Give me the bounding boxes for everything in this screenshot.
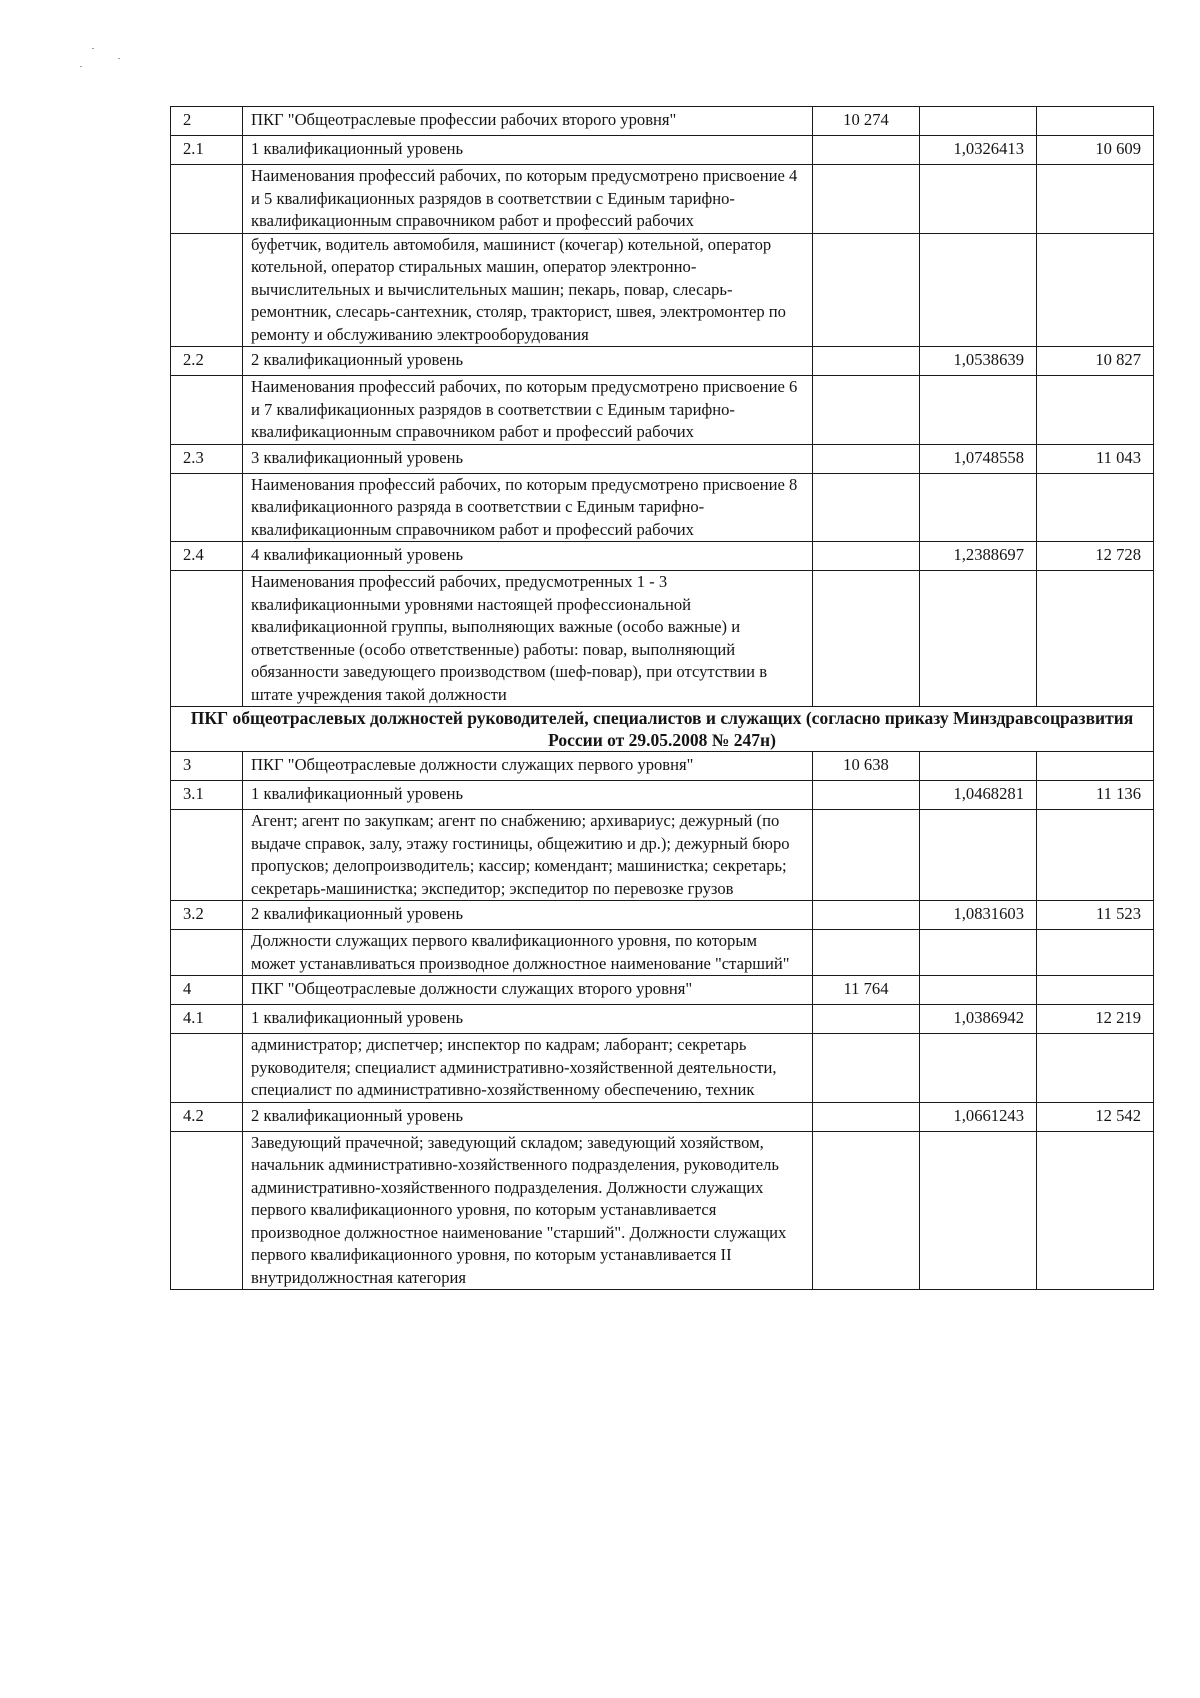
level-row [171, 542, 1154, 571]
description-row [171, 233, 1154, 347]
coefficient: 1,0831603 [920, 901, 1037, 930]
coefficient [920, 810, 1037, 901]
salary-value [1037, 376, 1154, 445]
salary-value [1037, 1131, 1154, 1290]
coefficient [920, 165, 1037, 234]
row-number [171, 473, 243, 542]
coefficient [920, 571, 1037, 707]
row-name: 3 квалификационный уровень [243, 444, 813, 473]
salary-value [1037, 930, 1154, 976]
row-number [171, 1131, 243, 1290]
row-name: 2 квалификационный уровень [243, 1102, 813, 1131]
row-number: 2.2 [171, 347, 243, 376]
base-salary [813, 1131, 920, 1290]
description-row [171, 473, 1154, 542]
salary-value [1037, 1034, 1154, 1103]
row-name: Заведующий прачечной; заведующий складом; заведующий хозяйством, начальник административно-хозяйственного подразделения, руководитель административно-хозяйственного подразделения. Должности служащих первого квалификационного уровня, по которым устанавливается производное должностное наименование "старший". Должности служащих первого квалификационного уровня, по которым устанавливается II внутридолжностная категория [243, 1131, 813, 1290]
salary-value: 10 827 [1037, 347, 1154, 376]
row-name: Агент; агент по закупкам; агент по снабжению; архивариус; дежурный (по выдаче справок, залу, этажу гостиницы, общежитию и др.); дежурный бюро пропусков; делопроизводитель; кассир; комендант; машинистка; секретарь; секретарь-машинистка; экспедитор; экспедитор по перевозке грузов [243, 810, 813, 901]
row-number: 4.2 [171, 1102, 243, 1131]
base-salary [813, 347, 920, 376]
row-number: 3.2 [171, 901, 243, 930]
coefficient [920, 930, 1037, 976]
description-row [171, 376, 1154, 445]
description-row [171, 571, 1154, 707]
row-name: Наименования профессий рабочих, по которым предусмотрено присвоение 6 и 7 квалификационных разрядов в соответствии с Единым тарифно-квалификационным справочником работ и профессий рабочих [243, 376, 813, 445]
row-name: ПКГ "Общеотраслевые профессии рабочих второго уровня" [243, 107, 813, 136]
base-salary: 10 274 [813, 107, 920, 136]
base-salary: 10 638 [813, 752, 920, 781]
salary-value: 12 728 [1037, 542, 1154, 571]
row-name: Должности служащих первого квалификационного уровня, по которым может устанавливаться производное должностное наименование "старший" [243, 930, 813, 976]
row-number: 3 [171, 752, 243, 781]
row-name: ПКГ "Общеотраслевые должности служащих второго уровня" [243, 976, 813, 1005]
salary-value: 12 542 [1037, 1102, 1154, 1131]
salary-value: 12 219 [1037, 1005, 1154, 1034]
salary-value [1037, 752, 1154, 781]
coefficient: 1,0748558 [920, 444, 1037, 473]
salary-value [1037, 810, 1154, 901]
row-name: 4 квалификационный уровень [243, 542, 813, 571]
coefficient [920, 1131, 1037, 1290]
row-number: 2 [171, 107, 243, 136]
coefficient [920, 473, 1037, 542]
base-salary [813, 1034, 920, 1103]
row-number [171, 1034, 243, 1103]
row-name: 1 квалификационный уровень [243, 136, 813, 165]
level-row [171, 901, 1154, 930]
row-number: 2.3 [171, 444, 243, 473]
base-salary [813, 542, 920, 571]
group-row [171, 752, 1154, 781]
scan-speck [118, 58, 120, 59]
row-number: 2.1 [171, 136, 243, 165]
row-number [171, 233, 243, 347]
level-row [171, 347, 1154, 376]
section-title: ПКГ общеотраслевых должностей руководителей, специалистов и служащих (согласно приказу Минздравсоцразвития России от 29.05.2008 № 247н) [171, 707, 1154, 752]
base-salary: 11 764 [813, 976, 920, 1005]
level-row [171, 781, 1154, 810]
base-salary [813, 901, 920, 930]
row-name: 2 квалификационный уровень [243, 347, 813, 376]
row-number [171, 810, 243, 901]
row-name: 1 квалификационный уровень [243, 781, 813, 810]
scan-speck [80, 66, 82, 67]
base-salary [813, 571, 920, 707]
salary-value [1037, 107, 1154, 136]
scan-speck [92, 48, 94, 49]
base-salary [813, 1005, 920, 1034]
row-name: Наименования профессий рабочих, по которым предусмотрено присвоение 8 квалификационного разряда в соответствии с Единым тарифно-квалификационным справочником работ и профессий рабочих [243, 473, 813, 542]
row-name: 2 квалификационный уровень [243, 901, 813, 930]
base-salary [813, 1102, 920, 1131]
row-name: буфетчик, водитель автомобиля, машинист (кочегар) котельной, оператор котельной, оператор стиральных машин, оператор электронно-вычислительных и вычислительных машин; пекарь, повар, слесарь-ремонтник, слесарь-сантехник, столяр, тракторист, швея, электромонтер по ремонту и обслуживанию электрооборудования [243, 233, 813, 347]
salary-value [1037, 165, 1154, 234]
description-row [171, 930, 1154, 976]
salary-value [1037, 473, 1154, 542]
salary-table [170, 106, 1154, 1290]
coefficient [920, 107, 1037, 136]
description-row [171, 1131, 1154, 1290]
salary-value [1037, 233, 1154, 347]
coefficient [920, 976, 1037, 1005]
level-row [171, 1102, 1154, 1131]
row-number: 3.1 [171, 781, 243, 810]
coefficient: 1,0326413 [920, 136, 1037, 165]
description-row [171, 1034, 1154, 1103]
row-name: администратор; диспетчер; инспектор по кадрам; лаборант; секретарь руководителя; специалист административно-хозяйственной деятельности, специалист по административно-хозяйственному обеспечению, техник [243, 1034, 813, 1103]
row-number [171, 376, 243, 445]
salary-value [1037, 571, 1154, 707]
base-salary [813, 781, 920, 810]
coefficient [920, 752, 1037, 781]
coefficient: 1,0538639 [920, 347, 1037, 376]
coefficient [920, 1034, 1037, 1103]
row-name: Наименования профессий рабочих, предусмотренных 1 - 3 квалификационными уровнями настоящей профессиональной квалификационной группы, выполняющих важные (особо важные) и ответственные (особо ответственные) работы: повар, выполняющий обязанности заведующего производством (шеф-повар), при отсутствии в штате учреждения такой должности [243, 571, 813, 707]
row-name: 1 квалификационный уровень [243, 1005, 813, 1034]
level-row [171, 444, 1154, 473]
base-salary [813, 810, 920, 901]
row-number [171, 165, 243, 234]
base-salary [813, 444, 920, 473]
row-name: Наименования профессий рабочих, по которым предусмотрено присвоение 4 и 5 квалификационных разрядов в соответствии с Единым тарифно-квалификационным справочником работ и профессий рабочих [243, 165, 813, 234]
coefficient: 1,0661243 [920, 1102, 1037, 1131]
salary-value: 10 609 [1037, 136, 1154, 165]
coefficient: 1,0468281 [920, 781, 1037, 810]
row-number [171, 571, 243, 707]
salary-value: 11 523 [1037, 901, 1154, 930]
salary-value: 11 136 [1037, 781, 1154, 810]
row-number: 4 [171, 976, 243, 1005]
row-number: 4.1 [171, 1005, 243, 1034]
level-row [171, 1005, 1154, 1034]
coefficient: 1,2388697 [920, 542, 1037, 571]
coefficient [920, 376, 1037, 445]
base-salary [813, 473, 920, 542]
section-header-row [171, 707, 1154, 752]
base-salary [813, 165, 920, 234]
salary-value: 11 043 [1037, 444, 1154, 473]
base-salary [813, 376, 920, 445]
row-number: 2.4 [171, 542, 243, 571]
coefficient: 1,0386942 [920, 1005, 1037, 1034]
salary-value [1037, 976, 1154, 1005]
base-salary [813, 930, 920, 976]
base-salary [813, 233, 920, 347]
row-name: ПКГ "Общеотраслевые должности служащих первого уровня" [243, 752, 813, 781]
description-row [171, 810, 1154, 901]
description-row [171, 165, 1154, 234]
row-number [171, 930, 243, 976]
group-row [171, 107, 1154, 136]
group-row [171, 976, 1154, 1005]
coefficient [920, 233, 1037, 347]
base-salary [813, 136, 920, 165]
level-row [171, 136, 1154, 165]
